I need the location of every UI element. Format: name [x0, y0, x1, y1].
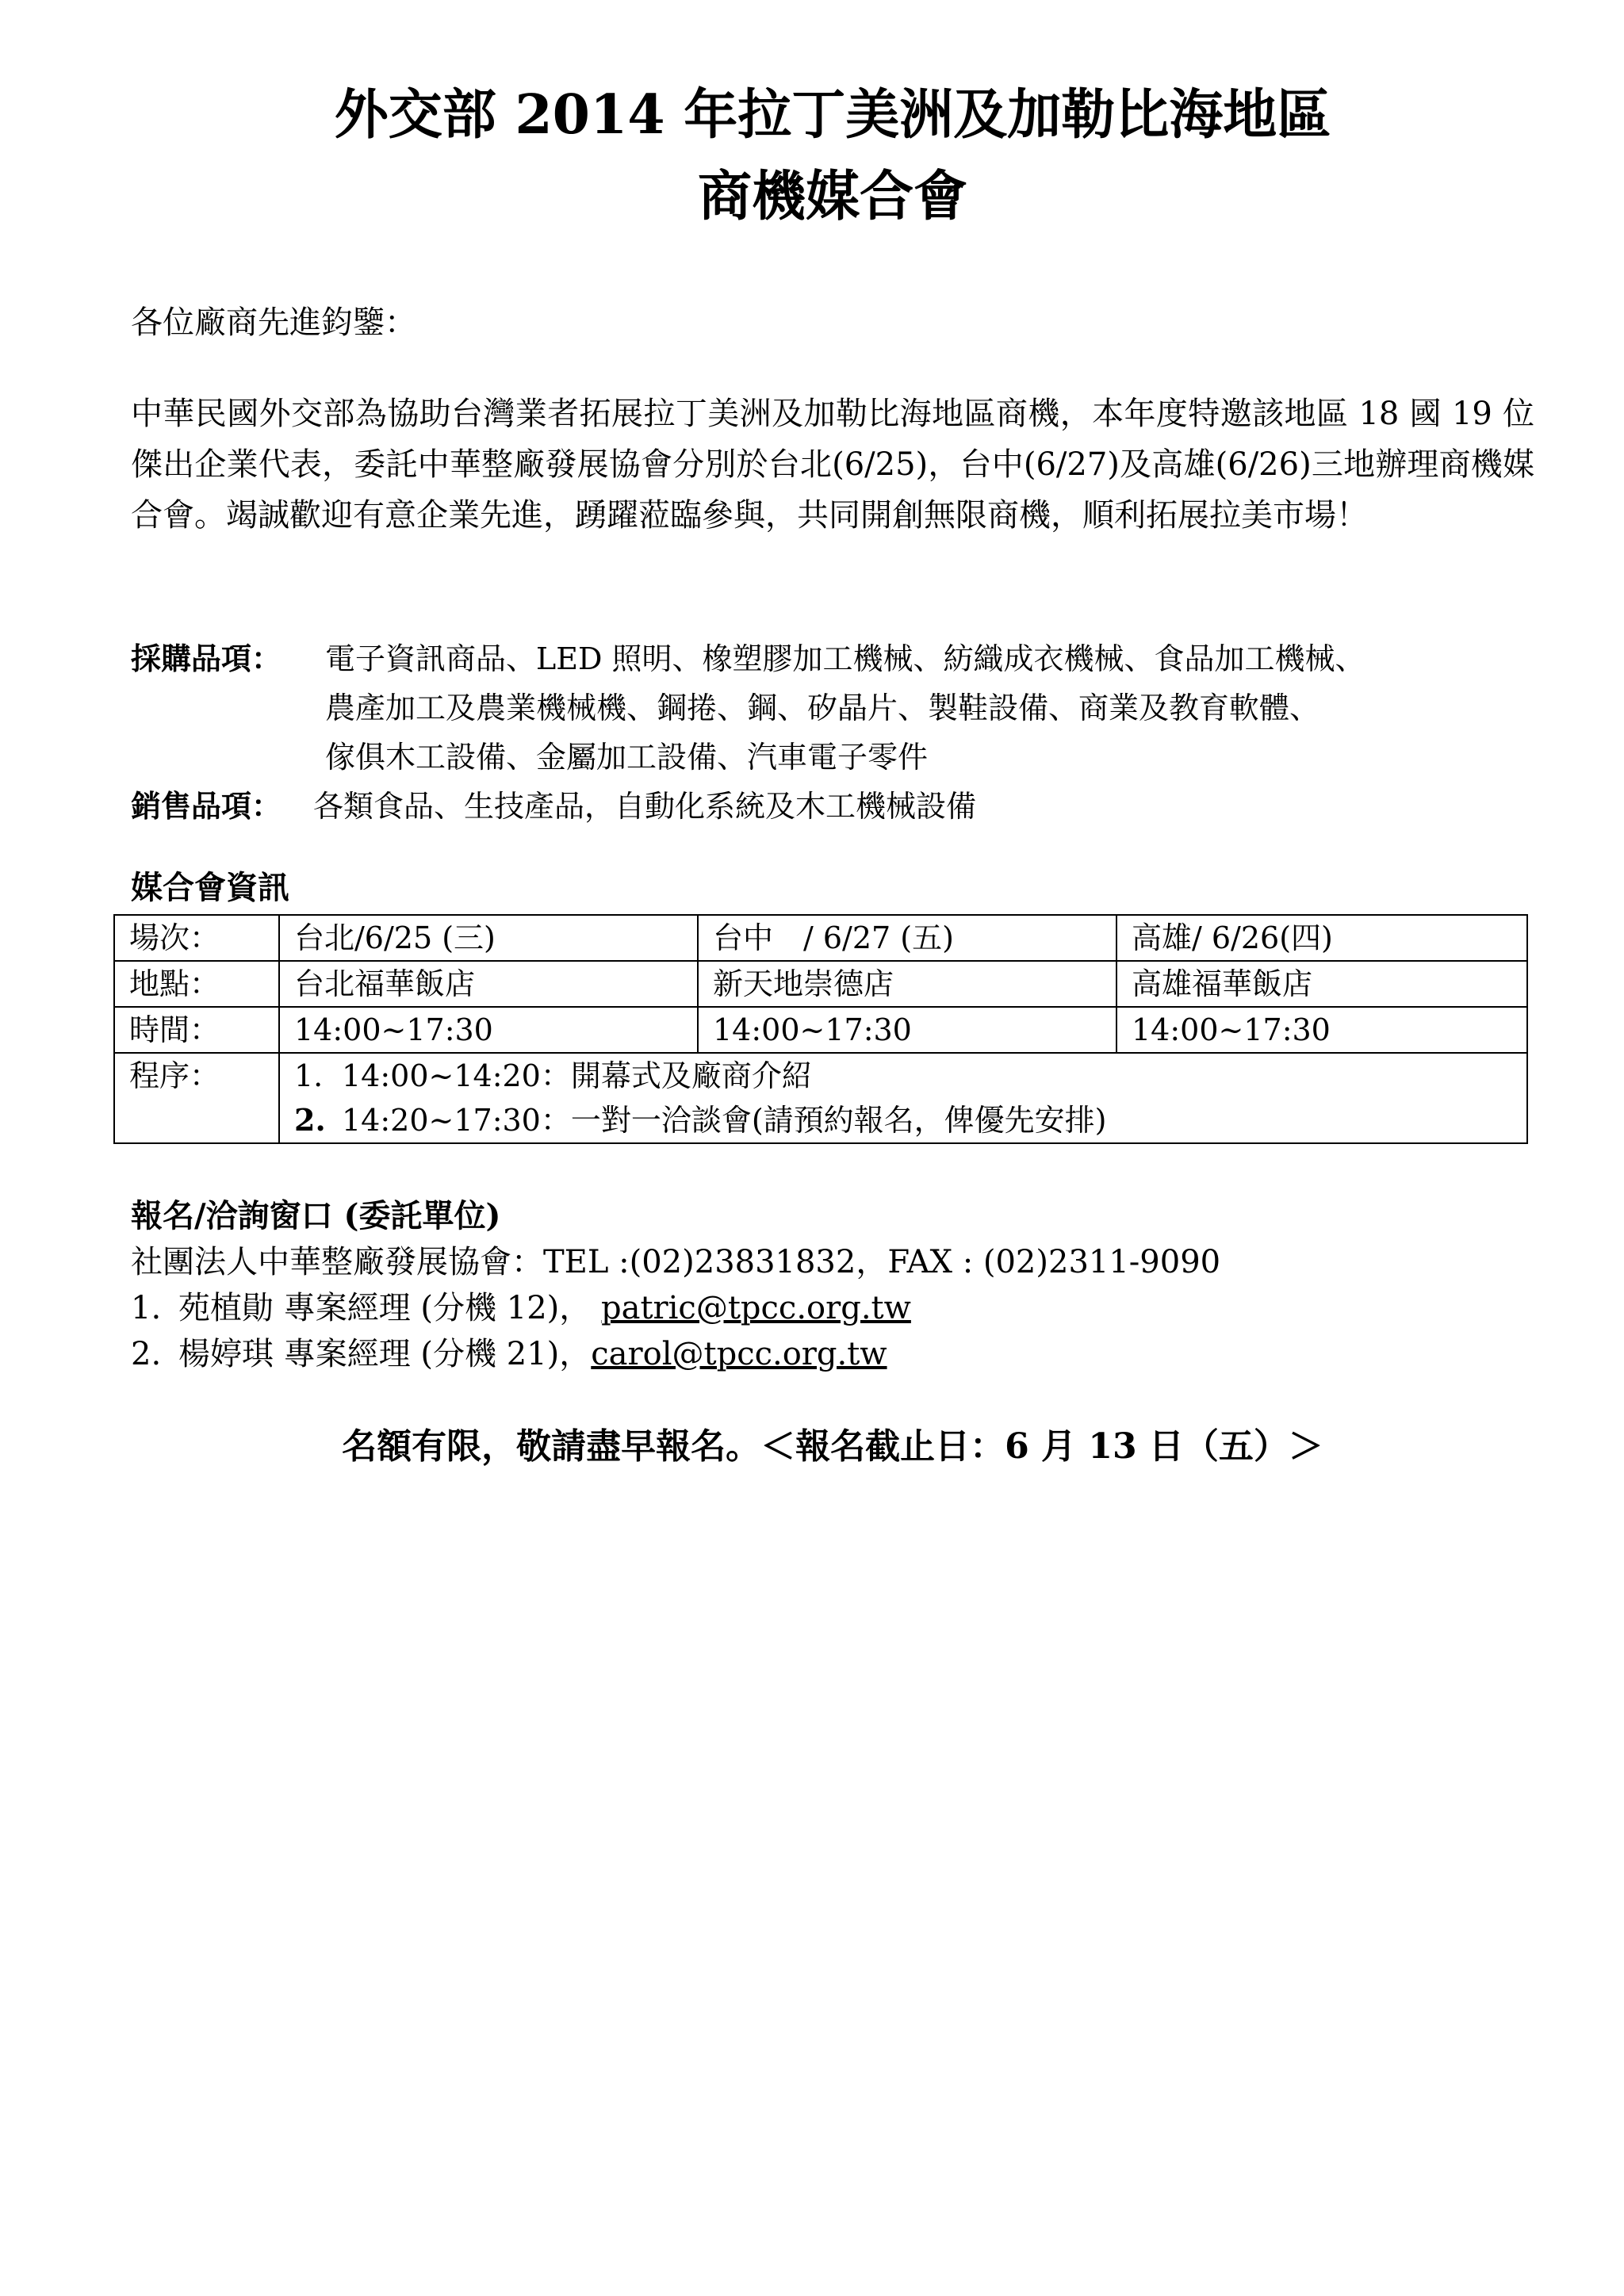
email-link[interactable]: carol@tpcc.org.tw — [591, 1336, 887, 1372]
step-number: 2. — [294, 1102, 326, 1138]
table-cell: 新天地崇德店 — [698, 961, 1116, 1007]
row-label: 地點： — [114, 961, 279, 1007]
schedule-table — [113, 914, 1528, 1144]
salutation: 各位廠商先進鈞鑒： — [131, 304, 416, 341]
contact-person-text: 苑植勛 專案經理 (分機 12)， — [178, 1290, 592, 1326]
contact-title: 報名/洽詢窗口 (委託單位) — [131, 1197, 501, 1234]
table-row-program — [114, 1053, 1527, 1143]
sales-list: 各類食品、生技產品，自動化系統及木工機械設備 — [313, 789, 977, 824]
procurement-line: 傢俱木工設備、金屬加工設備、汽車電子零件 — [325, 740, 929, 775]
program-step — [294, 1054, 1512, 1098]
contact-number: 1. — [131, 1290, 162, 1326]
matchmaking-info-title: 媒合會資訊 — [131, 869, 289, 906]
sales-label: 銷售品項： — [131, 788, 282, 824]
document-title-line-2: 商機媒合會 — [697, 165, 967, 228]
program-steps — [279, 1053, 1527, 1143]
table-cell: 台中 / 6/27 (五) — [698, 915, 1116, 961]
procurement-items — [131, 634, 1534, 782]
table-row-time — [114, 1007, 1527, 1053]
step-text: 14:00~14:20：開幕式及廠商介紹 — [342, 1058, 812, 1093]
row-label: 程序： — [114, 1053, 279, 1143]
table-cell: 台北福華飯店 — [279, 961, 698, 1007]
table-cell: 14:00~17:30 — [1116, 1007, 1527, 1053]
procurement-line: 農產加工及農業機械機、鋼捲、鋼、矽晶片、製鞋設備、商業及教育軟體、 — [325, 691, 1320, 725]
row-label: 時間： — [114, 1007, 279, 1053]
email-link[interactable]: patric@tpcc.org.tw — [600, 1290, 911, 1326]
document-title-line-1: 外交部 2014 年拉丁美洲及加勒比海地區 — [334, 83, 1331, 147]
step-text: 14:20~17:30：一對一洽談會(請預約報名，俾優先安排) — [342, 1103, 1107, 1138]
table-cell: 高雄/ 6/26(四) — [1116, 915, 1527, 961]
program-step — [294, 1098, 1512, 1142]
contact-section — [131, 1193, 1534, 1377]
table-cell: 台北/6/25 (三) — [279, 915, 698, 961]
procurement-label: 採購品項： — [131, 641, 282, 676]
table-row-session — [114, 915, 1527, 961]
contact-number: 2. — [131, 1336, 162, 1372]
table-cell: 14:00~17:30 — [279, 1007, 698, 1053]
table-row-venue — [114, 961, 1527, 1007]
registration-deadline: 名額有限，敬請盡早報名。＜報名截止日：6 月 13 日（五）＞ — [342, 1426, 1323, 1467]
items-section — [131, 634, 1534, 831]
table-cell: 14:00~17:30 — [698, 1007, 1116, 1053]
contact-person — [131, 1285, 1534, 1331]
procurement-list — [325, 634, 1534, 782]
step-number: 1. — [294, 1058, 324, 1093]
contact-person — [131, 1331, 1534, 1377]
row-label: 場次： — [114, 915, 279, 961]
contact-person-text: 楊婷琪 專案經理 (分機 21)， — [178, 1336, 592, 1372]
procurement-line: 電子資訊商品、LED 照明、橡塑膠加工機械、紡織成衣機械、食品加工機械、 — [325, 641, 1365, 676]
intro-paragraph: 中華民國外交部為協助台灣業者拓展拉丁美洲及加勒比海地區商機，本年度特邀該地區 18 國 19 位傑出企業代表，委託中華整廠發展協會分別於台北(6/25)，台中(6/27)及高雄(6/26)三地辦理商機媒合會。竭誠歡迎有意企業先進，踴躍蒞臨參與，共同開創無限商機，順利拓展拉美市場！ — [131, 396, 1534, 534]
organization-contact-line: 社團法人中華整廠發展協會：TEL :(02)23831832，FAX : (02)2311-9090 — [131, 1244, 1221, 1280]
table-cell: 高雄福華飯店 — [1116, 961, 1527, 1007]
sales-items — [131, 782, 1534, 831]
